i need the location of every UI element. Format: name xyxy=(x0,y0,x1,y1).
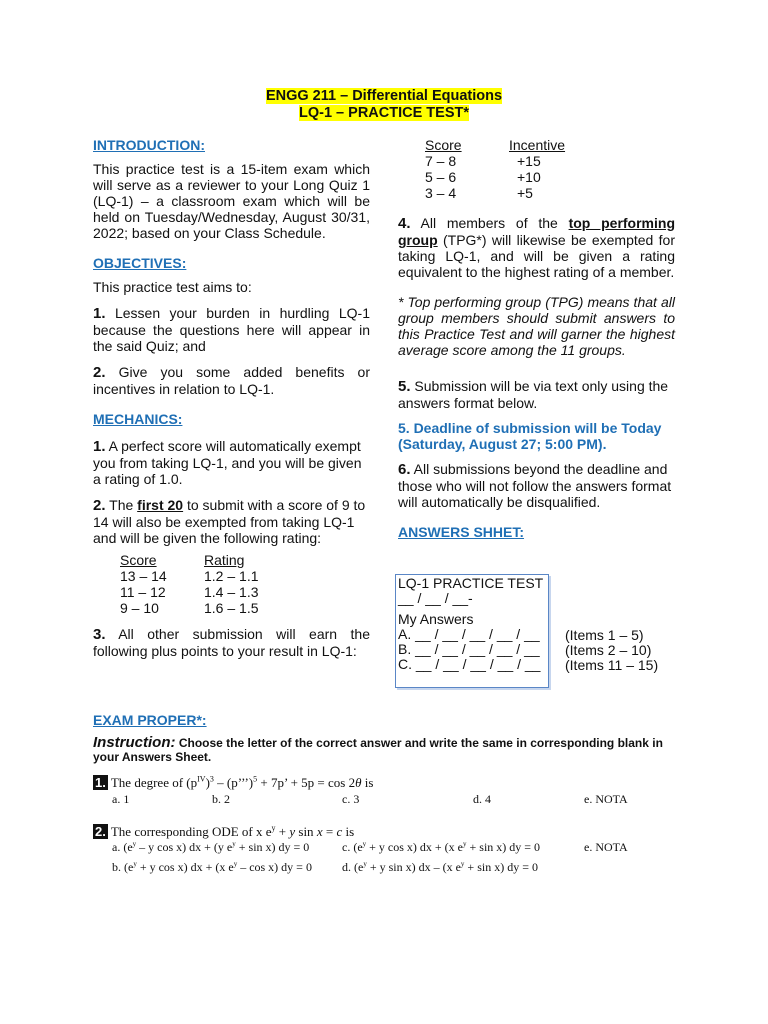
answers-row-b: B. __ / __ / __ / __ / __ xyxy=(398,641,540,657)
question-2-number: 2. xyxy=(95,824,106,840)
incentive-table xyxy=(425,137,675,201)
q2-option-d: d. ($e^y + y$ sin x) dx – (x $e^y + \sin x$) dy = 0 xyxy=(342,860,538,874)
incentive-table-row: 3 – 4 +5 xyxy=(425,185,533,201)
question-1-number: 1. xyxy=(95,775,106,791)
q1-option-c: c. 3 xyxy=(342,792,360,806)
instruction-label: Instruction: xyxy=(93,734,176,751)
mechanics-item-5: 5. Submission will be via text only using the answers format below. xyxy=(398,378,669,411)
q2-option-a: a. ($e^y$ – y cos x) dx + (y $e^y + \sin x$) dy = 0 xyxy=(112,840,310,854)
answers-sheet-box xyxy=(395,574,549,688)
q1-option-a: a. 1 xyxy=(112,792,130,806)
page-subtitle xyxy=(0,104,768,122)
q1-option-d: d. 4 xyxy=(473,792,491,806)
q2-option-e: e. NOTA xyxy=(584,840,628,854)
exam-proper-heading: EXAM PROPER*: xyxy=(93,712,207,728)
q2-option-b: b. ($e^y + y$ cos x) dx + (x $e^y$ – cos x) dy = 0 xyxy=(112,860,312,874)
mechanics-item-3: 3. All other submission will earn the following plus points to your result in LQ-1: xyxy=(93,626,370,659)
items-label-b: (Items 2 – 10) xyxy=(565,642,652,658)
answers-row-a: A. __ / __ / __ / __ / __ xyxy=(398,626,540,642)
question-2 xyxy=(93,824,693,840)
answers-items-labels xyxy=(565,628,658,673)
answers-sheet-my-answers: My Answers xyxy=(398,611,474,627)
introduction-heading: INTRODUCTION: xyxy=(93,137,205,153)
question-2-options xyxy=(112,840,672,880)
q2-option-c: c. ($e^y + y$ cos x) dx + (x $e^y + \sin x$) dy = 0 xyxy=(342,840,541,854)
mechanics-item-4: 4. All members of the top performing group (TPG*) will likewise be exempted for taking LQ-1, and will be given a rating equivalent to the highest rating of a member. xyxy=(398,215,675,280)
incentive-table-header: Score Incentive xyxy=(425,137,566,153)
title-line-1: ENGG 211 – Differential Equations xyxy=(265,88,503,104)
rating-table-row: 13 – 14 1.2 – 1.1 xyxy=(120,568,259,584)
page-title xyxy=(0,87,768,105)
answers-row-c: C. __ / __ / __ / __ / __ xyxy=(398,656,541,672)
rating-table xyxy=(120,552,370,616)
rating-table-row: 9 – 10 1.6 – 1.5 xyxy=(120,600,259,616)
answers-sheet-heading: ANSWERS SHHET: xyxy=(398,524,525,540)
objective-item-2: 2. Give you some added benefits or incentives in relation to LQ-1. xyxy=(93,364,370,397)
mechanics-item-1: 1. A perfect score will automatically exempt you from taking LQ-1, and you will be given a rating of 1.0. xyxy=(93,438,362,487)
incentive-table-row: 5 – 6 +10 xyxy=(425,169,541,185)
objectives-heading: OBJECTIVES: xyxy=(93,255,187,271)
title-line-2: LQ-1 – PRACTICE TEST* xyxy=(299,105,469,121)
mechanics-item-6: 6. All submissions beyond the deadline and those who will not follow the answers format will automatically be disqualified. xyxy=(398,461,672,510)
mechanics-heading: MECHANICS: xyxy=(93,411,183,427)
objectives-lead: This practice test aims to: xyxy=(93,279,252,295)
mechanics-item-2: 2. The first 20 to submit with a score of 9 to 14 will also be exempted from taking LQ-1 and will be given the following rating: xyxy=(93,497,366,546)
question-1 xyxy=(93,775,693,791)
instruction-text: Choose the letter of the correct answer and write the same in corresponding blank in your Answers Sheet. xyxy=(93,736,663,764)
items-label-c: (Items 11 – 15) xyxy=(565,657,659,673)
left-column xyxy=(93,137,370,659)
answers-sheet-title: LQ-1 PRACTICE TEST xyxy=(398,575,544,591)
question-2-text: The corresponding ODE of x $e^y + y$ sin x = c is xyxy=(110,824,355,840)
q1-option-e: e. NOTA xyxy=(584,792,628,806)
deadline-notice: 5. Deadline of submission will be Today (Saturday, August 27; 5:00 PM). xyxy=(398,420,662,452)
answers-sheet-id-line: __ / __ / __- xyxy=(398,590,473,606)
incentive-table-row: 7 – 8 +15 xyxy=(425,153,541,169)
objective-item-1: 1. Lessen your burden in hurdling LQ-1 because the questions here will appear in the said Quiz; and xyxy=(93,305,370,354)
rating-table-header: Score Rating xyxy=(120,552,245,568)
q1-option-b: b. 2 xyxy=(212,792,230,806)
introduction-body: This practice test is a 15-item exam which will serve as a reviewer to your Long Quiz 1 (LQ-1) – a classroom exam which will be held on Tuesday/Wednesday, August 30/31, 2022; based on your Class Schedule. xyxy=(93,161,370,241)
rating-table-row: 11 – 12 1.4 – 1.3 xyxy=(120,584,259,600)
items-label-a: (Items 1 – 5) xyxy=(565,627,644,643)
right-column xyxy=(398,137,675,540)
exam-instruction xyxy=(93,736,675,764)
tpg-note: * Top performing group (TPG) means that all group members should submit answers to this Practice Test and will garner the highest average score among the 11 groups. xyxy=(398,294,675,358)
question-1-text: The degree of $(p^{IV})^3$ – (p’’’)$^5$ + 7p’ + 5p = cos 2θ is xyxy=(110,775,374,791)
